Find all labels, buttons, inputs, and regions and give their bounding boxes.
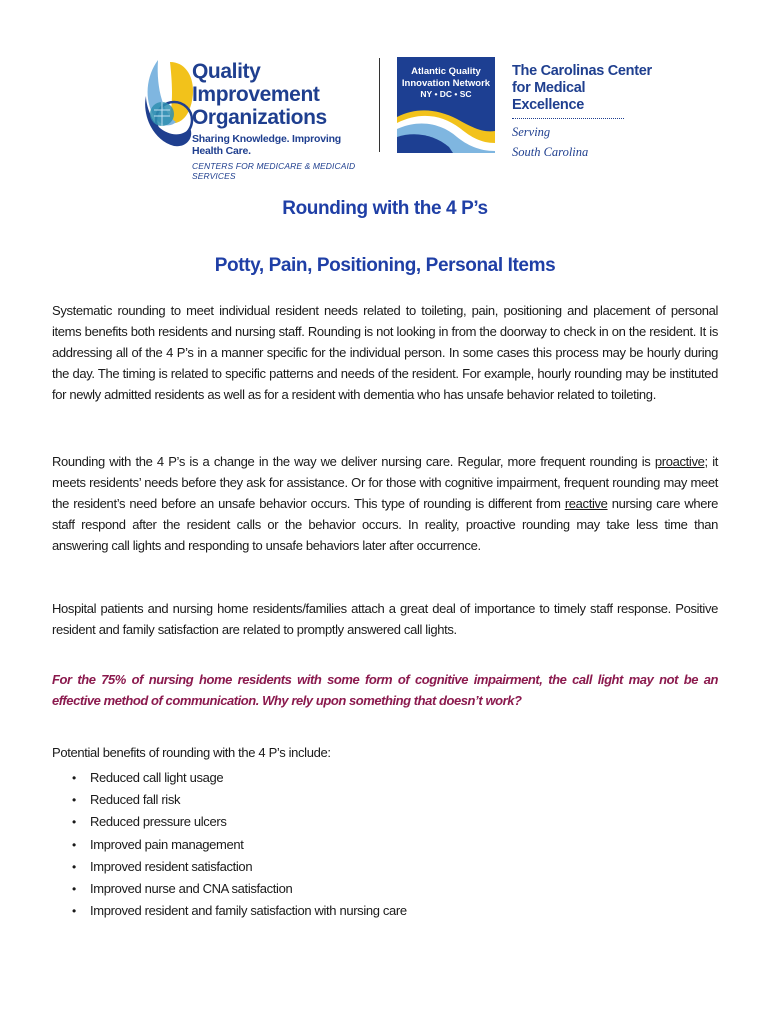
benefit-text: Reduced fall risk — [90, 792, 181, 808]
benefit-text: Improved pain management — [90, 836, 244, 852]
benefit-list-item — [52, 811, 407, 833]
bullet-icon: • — [72, 904, 76, 919]
document-subtitle: Potty, Pain, Positioning, Personal Items — [214, 255, 556, 276]
paragraph-text: nursing care where staff respond after the resident calls or the behavior occurs. In reality, proactive rounding may take less time than answering call lights and responding to unsafe behaviors later after occurrence. — [52, 496, 718, 553]
qio-emblem-icon — [140, 56, 196, 152]
aqin-line2: Innovation Network — [401, 77, 491, 89]
ccme-logo — [512, 63, 652, 159]
benefits-intro: Potential benefits of rounding with the 4 P’s include: — [52, 745, 331, 760]
paragraph-text: it meets residents’ needs before they ask for assistance. Or for those with cognitive impairment, frequent rounding may meet the resident’s need before an unsafe behavior occurs. This type of rounding is different from — [52, 454, 718, 511]
bullet-icon: • — [72, 859, 76, 874]
document-title: Rounding with the 4 P’s — [282, 198, 488, 219]
qio-title-line1: Quality Improvement — [192, 60, 320, 106]
paragraph-systematic-rounding: Systematic rounding to meet individual resident needs related to toileting, pain, positioning and placement of personal items benefits both residents and nursing staff. Rounding is not looking in from the doorway to check in on the resident. It is addressing all of the 4 P’s in a manner specific for the individual person. In some cases this process may be hourly during the day. The timing is related to specific patterns and needs of the resident. For example, hourly rounding may be instituted for newly admitted residents as well as for a resident with dementia who has unsafe behavior related to toileting. — [52, 303, 718, 402]
ccme-title-line1: The Carolinas Center — [512, 63, 652, 79]
benefits-list — [52, 767, 407, 922]
underlined-proactive: proactive; — [654, 454, 708, 469]
bullet-icon: • — [72, 771, 76, 785]
ccme-dotted-rule — [512, 118, 624, 119]
aqin-states: NY • DC • SC — [420, 89, 472, 99]
benefit-list-item — [52, 789, 407, 811]
paragraph-text: Rounding with the 4 P’s is a change in the way we deliver nursing care. Regular, more frequent rounding is — [52, 454, 655, 469]
benefit-list-item — [52, 767, 407, 789]
benefit-list-item — [52, 878, 407, 900]
benefit-list-item — [52, 834, 407, 856]
callout-cognitive-impairment: For the 75% of nursing home residents with some form of cognitive impairment, the call light may not be an effective method of communication. Why rely upon something that doesn’t work? — [52, 672, 718, 708]
benefit-list-item — [52, 900, 407, 922]
benefit-text: Reduced pressure ulcers — [90, 814, 227, 830]
benefit-text: Improved resident and family satisfaction with nursing care — [90, 903, 407, 919]
logo-divider — [379, 58, 380, 152]
aqin-logo — [397, 57, 495, 153]
ccme-serving-line1: Serving — [512, 125, 551, 139]
benefit-list-item — [52, 856, 407, 878]
ccme-title-line2: for Medical Excellence — [512, 80, 586, 113]
aqin-line1: Atlantic Quality — [411, 66, 481, 77]
benefit-text: Improved resident satisfaction — [90, 858, 253, 874]
underlined-reactive: reactive — [564, 496, 608, 511]
bullet-icon: • — [72, 815, 76, 830]
benefit-text: Reduced call light usage — [90, 770, 224, 785]
qio-title-line2: Organizations — [192, 106, 327, 129]
qio-tagline: Sharing Knowledge. Improving Health Care. — [192, 133, 341, 157]
ccme-serving-line2: South Carolina — [512, 145, 589, 159]
qio-logo — [140, 56, 370, 181]
qio-cms-label: CENTERS FOR MEDICARE & MEDICAID SERVICES — [192, 161, 356, 181]
benefit-text: Improved nurse and CNA satisfaction — [90, 881, 293, 897]
paragraph-timely-response: Hospital patients and nursing home residents/families attach a great deal of importance to timely staff response. Positive resident and family satisfaction are related to promptly answered call lights. — [52, 601, 718, 637]
bullet-icon: • — [72, 793, 76, 808]
bullet-icon: • — [72, 837, 76, 852]
paragraph-change-in-care — [52, 451, 718, 556]
bullet-icon: • — [72, 882, 76, 897]
